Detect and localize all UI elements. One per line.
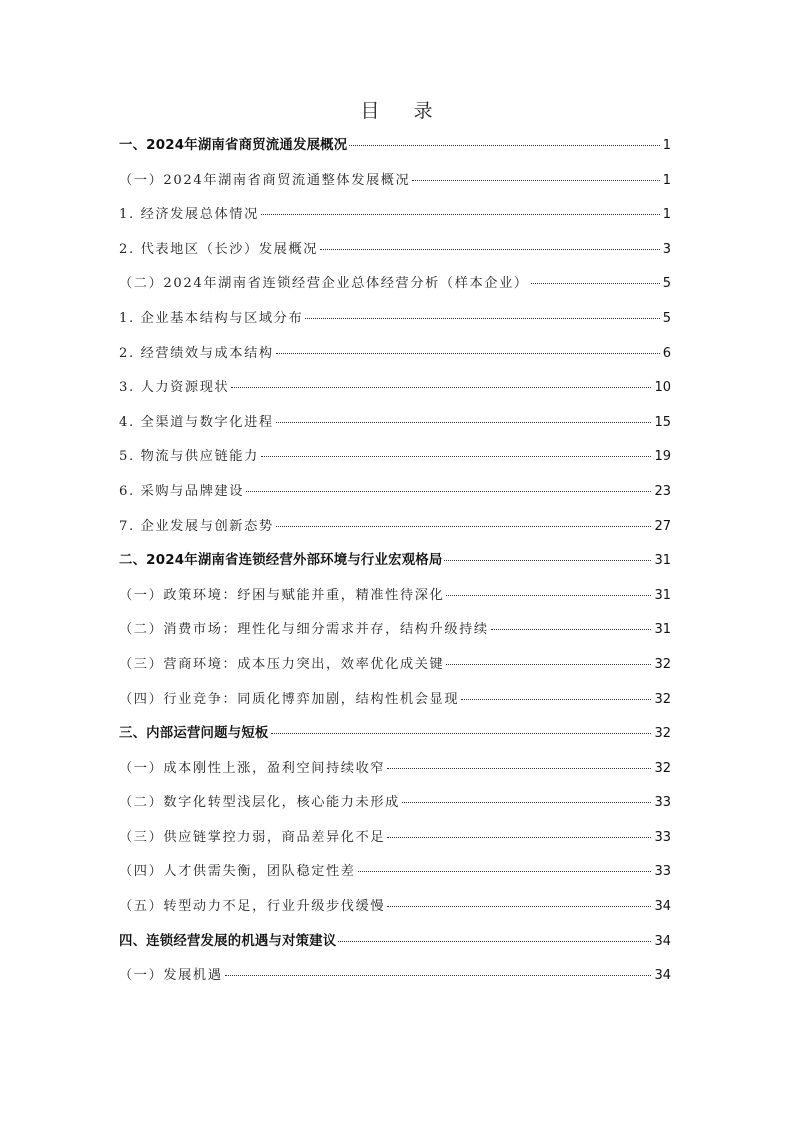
toc-entry-label: 4. 全渠道与数字化进程 [119,414,274,430]
dot-leader [446,664,651,665]
dot-leader [461,699,651,700]
toc-entry-level-3[interactable] [119,445,671,480]
toc-entry-page-number: 23 [654,483,671,499]
toc-entry-level-3[interactable] [119,376,671,411]
toc-entry-label: （二）数字化转型浅层化，核心能力未形成 [119,795,400,811]
dot-leader [338,941,651,942]
toc-title: 目 录 [360,100,447,122]
toc-entry-label: （五）转型动力不足，行业升级步伐缓慢 [119,899,386,915]
toc-entry-level-2[interactable] [119,584,671,619]
toc-entry-label: 2. 代表地区（长沙）发展概况 [119,241,319,257]
dot-leader [320,249,660,250]
toc-entry-page-number: 32 [654,691,671,707]
toc-entry-level-2[interactable] [119,169,671,204]
toc-entry-page-number: 3 [662,241,671,257]
toc-entry-label: （四）行业竞争：同质化博弈加剧，结构性机会显现 [119,691,460,707]
toc-entry-page-number: 6 [662,345,671,361]
dot-leader [491,629,652,630]
toc-entry-page-number: 32 [654,760,671,776]
dot-leader [276,353,660,354]
dot-leader [387,768,651,769]
toc-entry-level-3[interactable] [119,515,671,550]
dot-leader [387,837,651,838]
toc-entry-label: 7. 企业发展与创新态势 [119,518,274,534]
toc-entry-label: 二、2024年湖南省连锁经营外部环境与行业宏观格局 [119,553,443,569]
toc-entry-level-1[interactable] [119,549,671,584]
toc-entry-page-number: 1 [662,138,671,153]
toc-entry-label: 四、连锁经营发展的机遇与对策建议 [119,933,337,949]
toc-entry-label: 5. 物流与供应链能力 [119,449,259,465]
toc-entry-level-3[interactable] [119,307,671,342]
toc-entry-page-number: 1 [662,207,671,223]
toc-entry-label: 3. 人力资源现状 [119,380,230,396]
toc-entry-page-number: 32 [654,726,671,742]
toc-entry-page-number: 34 [654,933,671,949]
toc-entry-page-number: 5 [662,310,671,326]
toc-entry-page-number: 34 [654,899,671,915]
toc-entry-level-3[interactable] [119,411,671,446]
dot-leader [387,906,651,907]
dot-leader [349,145,659,146]
toc-entry-label: （二）2024年湖南省连锁经营企业总体经营分析（样本企业） [119,276,529,292]
toc-entry-label: （一）发展机遇 [119,968,223,984]
dot-leader [246,491,651,492]
toc-entry-label: （一）成本刚性上涨，盈利空间持续收窄 [119,760,386,776]
toc-entry-label: 2. 经营绩效与成本结构 [119,345,274,361]
dot-leader [446,595,651,596]
toc-entry-level-2[interactable] [119,964,671,999]
toc-entry-page-number: 31 [654,553,671,569]
dot-leader [225,975,652,976]
dot-leader [444,560,651,561]
toc-entry-label: （三）供应链掌控力弱，商品差异化不足 [119,829,386,845]
toc-entry-page-number: 31 [654,587,671,603]
toc-entry-label: （一）2024年湖南省商贸流通整体发展概况 [119,172,411,188]
toc-entry-level-2[interactable] [119,688,671,723]
toc-entry-page-number: 33 [654,829,671,845]
toc-entry-page-number: 10 [654,380,671,396]
toc-entry-page-number: 34 [654,968,671,984]
toc-entry-page-number: 31 [654,622,671,638]
dot-leader [412,180,659,181]
dot-leader [305,318,659,319]
toc-entry-level-3[interactable] [119,342,671,377]
toc-entry-level-2[interactable] [119,895,671,930]
toc-entry-level-1[interactable] [119,930,671,965]
dot-leader [531,283,660,284]
toc-entry-label: 1. 企业基本结构与区域分布 [119,310,304,326]
toc-entry-label: （三）营商环境：成本压力突出，效率优化成关键 [119,656,445,672]
toc-entry-label: 三、内部运营问题与短板 [119,726,269,742]
toc-entry-page-number: 15 [654,414,671,430]
dot-leader [402,802,651,803]
toc-entry-page-number: 33 [654,795,671,811]
toc-entry-page-number: 5 [662,276,671,292]
dot-leader [276,526,652,527]
dot-leader [261,456,652,457]
toc-entry-page-number: 32 [654,656,671,672]
toc-entry-label: （二）消费市场：理性化与细分需求并存，结构升级持续 [119,622,489,638]
toc-entry-label: 6. 采购与品牌建设 [119,483,245,499]
toc-entry-level-3[interactable] [119,480,671,515]
toc-entry-page-number: 33 [654,864,671,880]
toc-entry-level-3[interactable] [119,238,671,273]
toc-entry-level-2[interactable] [119,826,671,861]
toc-entry-level-2[interactable] [119,791,671,826]
toc-entry-label: 一、2024年湖南省商贸流通发展概况 [119,138,348,153]
toc-entry-page-number: 1 [662,172,671,188]
dot-leader [271,733,652,734]
toc-entry-page-number: 19 [654,449,671,465]
toc-entry-level-2[interactable] [119,757,671,792]
toc-entry-level-3[interactable] [119,203,671,238]
toc-entry-page-number: 27 [654,518,671,534]
dot-leader [231,387,651,388]
toc-entry-level-2[interactable] [119,272,671,307]
toc-entry-label: （一）政策环境：纾困与赋能并重，精准性待深化 [119,587,445,603]
toc-entry-level-2[interactable] [119,653,671,688]
dot-leader [358,871,652,872]
toc-entry-label: （四）人才供需失衡，团队稳定性差 [119,864,356,880]
toc-entry-level-1[interactable] [119,134,671,169]
toc-entry-level-2[interactable] [119,618,671,653]
toc-entry-level-1[interactable] [119,722,671,757]
dot-leader [261,214,660,215]
dot-leader [276,422,652,423]
toc-entry-label: 1. 经济发展总体情况 [119,207,259,223]
table-of-contents [119,134,671,999]
toc-entry-level-2[interactable] [119,860,671,895]
